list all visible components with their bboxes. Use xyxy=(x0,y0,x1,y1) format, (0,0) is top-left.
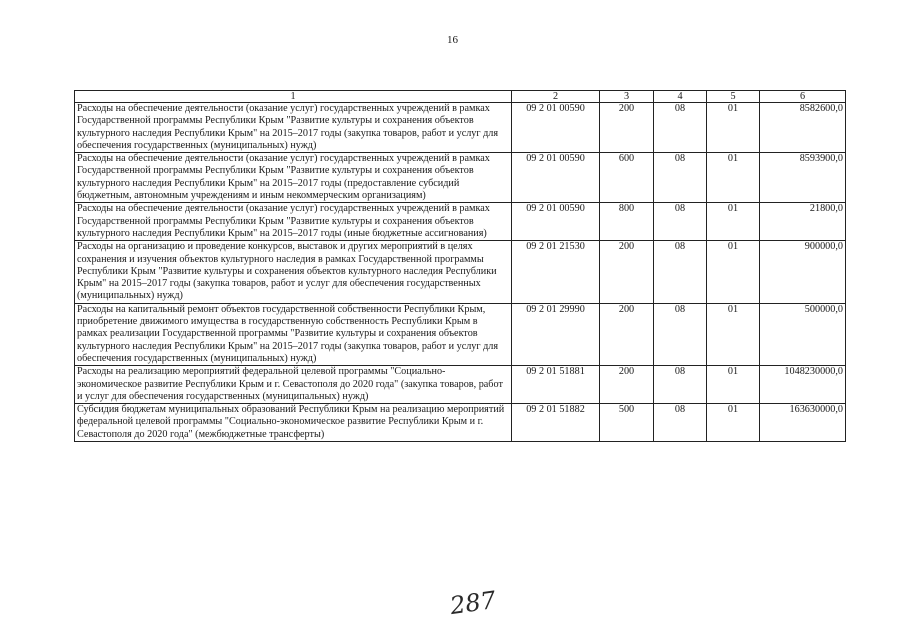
table-row xyxy=(75,153,846,203)
page-number: 16 xyxy=(447,34,458,46)
code-cell: 09 2 01 00590 xyxy=(512,153,600,203)
column-header: 5 xyxy=(707,91,760,103)
amount-cell: 8582600,0 xyxy=(760,103,846,153)
column-header: 1 xyxy=(75,91,512,103)
amount-cell: 900000,0 xyxy=(760,241,846,303)
description-cell: Расходы на капитальный ремонт объектов государственной собственности Республики Крым, приобретение движимого имущества в государственную собственность Республики Крым в рамках реализации Государственной программы "Развитие культуры и сохранения объектов культурного наследия Республики Крым" на 2015–2017 годы (закупка товаров, работ и услуг для обеспечения государственных (муниципальных) нужд) xyxy=(75,303,512,365)
section-cell: 08 xyxy=(654,241,707,303)
table-row xyxy=(75,203,846,241)
subsection-cell: 01 xyxy=(707,366,760,404)
amount-cell: 1048230000,0 xyxy=(760,366,846,404)
description-cell: Расходы на обеспечение деятельности (оказание услуг) государственных учреждений в рамках Государственной программы Республики Крым "Развитие культуры и сохранения объектов культурного наследия Республики Крым" на 2015–2017 годы (иные бюджетные ассигнования) xyxy=(75,203,512,241)
expense-type-cell: 200 xyxy=(600,303,654,365)
code-cell: 09 2 01 29990 xyxy=(512,303,600,365)
subsection-cell: 01 xyxy=(707,303,760,365)
column-header: 4 xyxy=(654,91,707,103)
section-cell: 08 xyxy=(654,303,707,365)
description-cell: Расходы на обеспечение деятельности (оказание услуг) государственных учреждений в рамках Государственной программы Республики Крым "Развитие культуры и сохранения объектов культурного наследия Республики Крым" на 2015–2017 годы (предоставление субсидий бюджетным, автономным учреждениям и иным некоммерческим организациям) xyxy=(75,153,512,203)
subsection-cell: 01 xyxy=(707,153,760,203)
code-cell: 09 2 01 21530 xyxy=(512,241,600,303)
table-row xyxy=(75,103,846,153)
table-row xyxy=(75,404,846,442)
subsection-cell: 01 xyxy=(707,404,760,442)
description-cell: Расходы на организацию и проведение конкурсов, выставок и других мероприятий в целях сохранения и изучения объектов культурного наследия в рамках Государственной программы Республики Крым "Развитие культуры и сохранения объектов культурного наследия Республики Крым" на 2015–2017 годы (закупка товаров, работ и услуг для обеспечения государственных (муниципальных) нужд) xyxy=(75,241,512,303)
table-header-row xyxy=(75,91,846,103)
section-cell: 08 xyxy=(654,153,707,203)
amount-cell: 8593900,0 xyxy=(760,153,846,203)
expense-type-cell: 800 xyxy=(600,203,654,241)
description-cell: Расходы на обеспечение деятельности (оказание услуг) государственных учреждений в рамках Государственной программы Республики Крым "Развитие культуры и сохранения объектов культурного наследия Республики Крым" на 2015–2017 годы (закупка товаров, работ и услуг для обеспечения государственных (муниципальных) нужд) xyxy=(75,103,512,153)
column-header: 2 xyxy=(512,91,600,103)
code-cell: 09 2 01 00590 xyxy=(512,203,600,241)
expense-type-cell: 500 xyxy=(600,404,654,442)
column-header: 6 xyxy=(760,91,846,103)
expense-type-cell: 200 xyxy=(600,366,654,404)
table-row xyxy=(75,241,846,303)
expense-type-cell: 200 xyxy=(600,103,654,153)
handwritten-page-mark xyxy=(443,583,503,623)
code-cell: 09 2 01 00590 xyxy=(512,103,600,153)
column-header: 3 xyxy=(600,91,654,103)
section-cell: 08 xyxy=(654,404,707,442)
amount-cell: 21800,0 xyxy=(760,203,846,241)
table-row xyxy=(75,303,846,365)
amount-cell: 163630000,0 xyxy=(760,404,846,442)
table-row xyxy=(75,366,846,404)
code-cell: 09 2 01 51881 xyxy=(512,366,600,404)
amount-cell: 500000,0 xyxy=(760,303,846,365)
section-cell: 08 xyxy=(654,103,707,153)
subsection-cell: 01 xyxy=(707,103,760,153)
code-cell: 09 2 01 51882 xyxy=(512,404,600,442)
expense-type-cell: 200 xyxy=(600,241,654,303)
subsection-cell: 01 xyxy=(707,241,760,303)
subsection-cell: 01 xyxy=(707,203,760,241)
description-cell: Расходы на реализацию мероприятий федеральной целевой программы "Социально-экономическое развитие Республики Крым и г. Севастополя до 2020 года" (закупка товаров, работ и услуг для обеспечения государственных (муниципальных) нужд) xyxy=(75,366,512,404)
section-cell: 08 xyxy=(654,203,707,241)
description-cell: Субсидия бюджетам муниципальных образований Республики Крым на реализацию мероприятий федеральной целевой программы "Социально-экономическое развитие Республики Крым и г. Севастополя до 2020 года" (межбюджетные трансферты) xyxy=(75,404,512,442)
budget-table xyxy=(74,90,846,442)
expense-type-cell: 600 xyxy=(600,153,654,203)
handwritten-mark-text: 287 xyxy=(448,585,498,621)
section-cell: 08 xyxy=(654,366,707,404)
